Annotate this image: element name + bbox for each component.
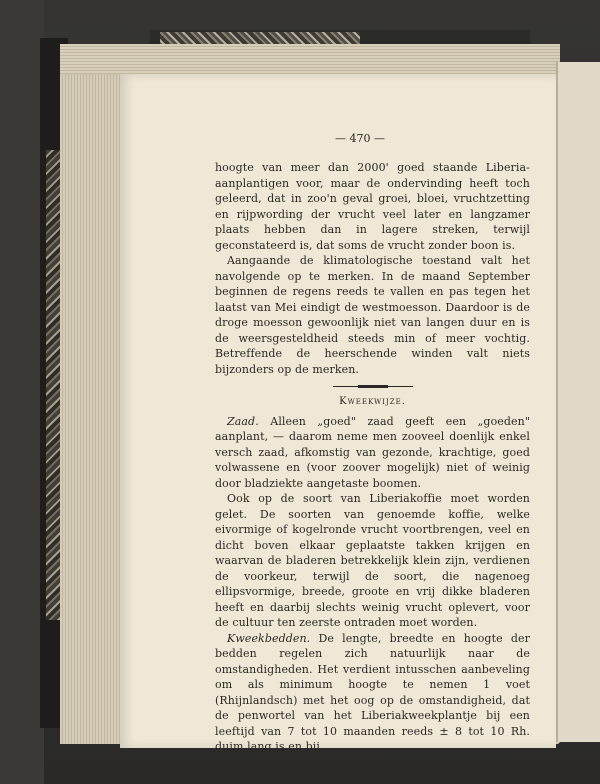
paragraph-kweekbedden: [215, 631, 530, 755]
section-divider: [333, 386, 413, 387]
zaad-text: Alleen „goed" zaad geeft een „goeden" aanplant, — daarom neme men zooveel doenlijk enkel versch zaad, afkomstig van gezonde, krachtige, goed volwassene en (voor zoover mogelijk) niet of weinig door bladziekte aangetaste boomen.: [215, 414, 530, 490]
marbled-cover-edge: [46, 150, 60, 620]
paragraph-soort: Ook op de soort van Liberiakoffie moet worden gelet. De soorten van genoemde koffie, welke eivormige of kogelronde vrucht voortbrengen, veel en dicht boven elkaar geplaatste takken krijgen en waarvan de bladeren betrekkelijk klein zijn, verdienen de voorkeur, terwijl de soort, die nagenoeg ellipsvormige, breede, groote en vrij dikke bladeren heeft en daarbij slechts weinig vrucht oplevert, voor de cultuur ten zeerste ontraden moet worden.: [215, 492, 530, 629]
kweekbedden-label: Kweekbedden.: [227, 631, 311, 645]
paragraph-intro-1: hoogte van meer dan 2000' goed staande Liberia-aanplantigen voor, maar de ondervinding heeft toch geleerd, dat in zoo'n geval groei, bloei, vruchtzetting en rijpwording der vrucht veel later en langzamer plaats hebben dan in lagere streken, terwijl geconstateerd is, dat soms de vrucht zonder boon is.: [215, 161, 530, 252]
page-number: — 470 —: [335, 132, 385, 145]
right-page-edge: [556, 62, 600, 742]
paragraph-zaad: [215, 414, 530, 492]
book-board-left: [0, 0, 44, 784]
page-body: [215, 160, 530, 755]
book-page: [120, 74, 556, 753]
section-heading: Kweekwijze.: [339, 396, 406, 407]
zaad-label: Zaad.: [227, 414, 259, 428]
paragraph-intro-2: Aangaande de klimatologische toestand valt het navolgende op te merken. In de maand September beginnen de regens reeds te vallen en pas tegen het laatst van Mei eindigt de westmoesson. Daardoor is de droge moesson gewoonlijk niet van langen duur en is de weersgesteldheid steeds min of meer vochtig. Betreffende de heerschende winden valt niets bijzonders op de merken.: [215, 254, 530, 376]
kweekbedden-text: De lengte, breedte en hoogte der bedden regelen zich natuurlijk naar de omstandigheden. Het verdient intusschen aanbeveling om als minimum hoogte te nemen 1 voet (Rhijnlandsch) met het oog op de omstandigheid, dat de penwortel van het Liberiakweekplantje bij een leeftijd van 7 tot 10 maanden reeds ± 8 tot 10 Rh. duim lang is en bij: [215, 631, 530, 753]
